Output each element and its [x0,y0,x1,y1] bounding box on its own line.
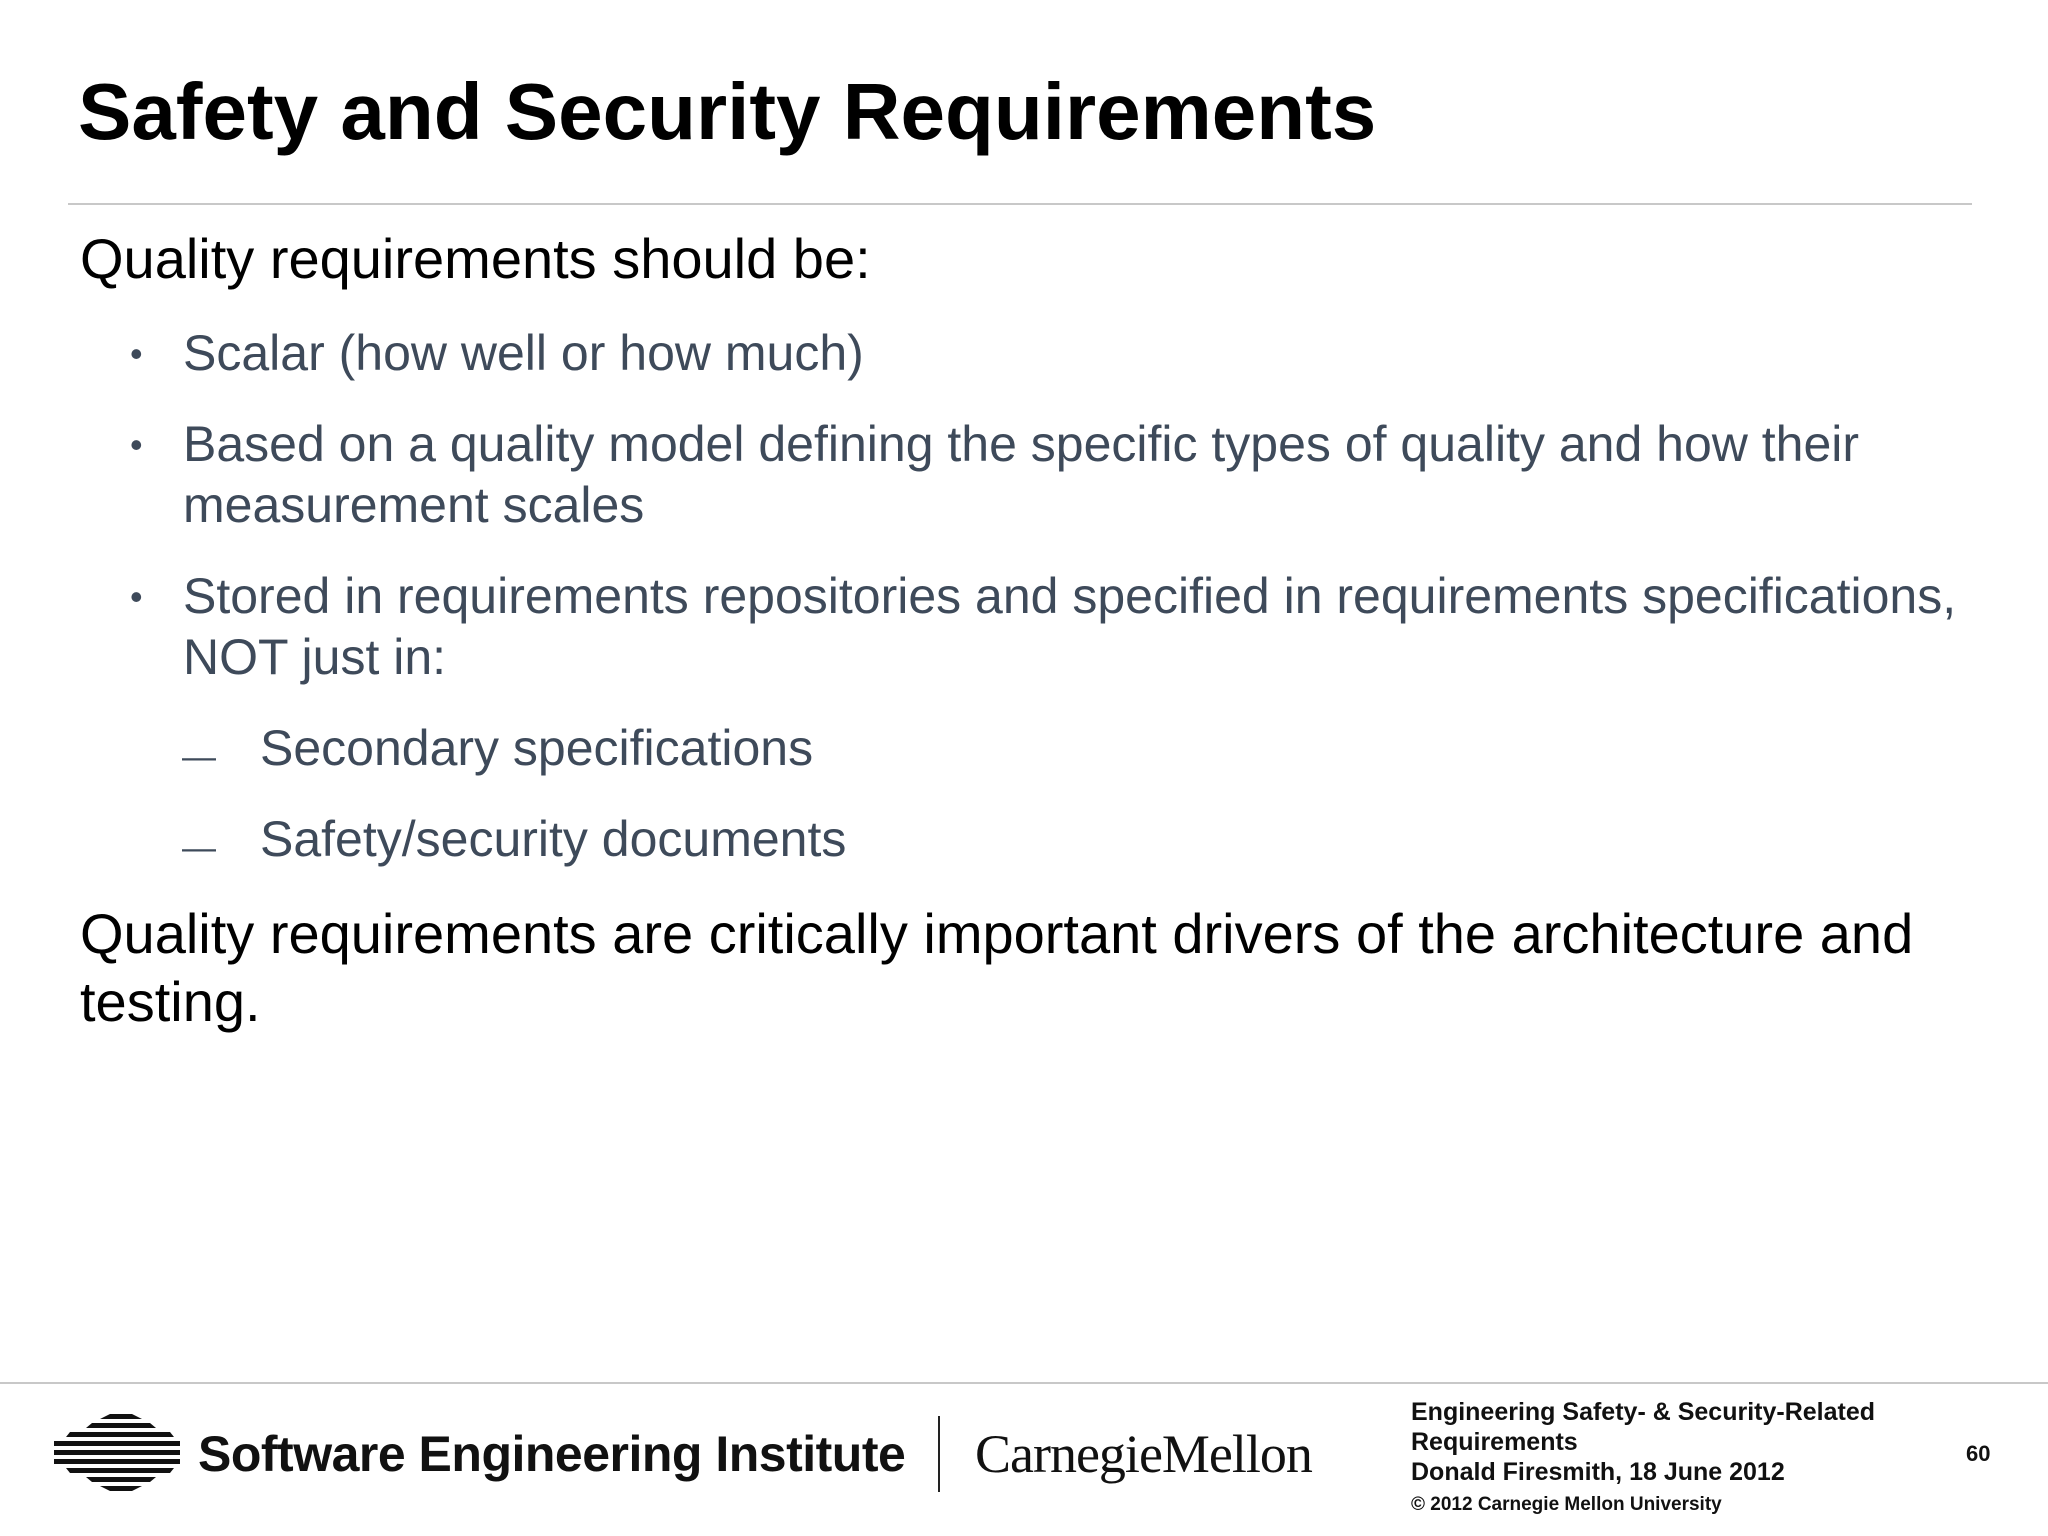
bullet-item [80,323,1980,384]
sub-bullet-text: Safety/security documents [260,811,847,867]
bullet-item [80,566,1980,688]
sei-name: Software Engineering Institute [198,1426,906,1482]
bullet-marker: • [130,333,143,374]
sub-bullet-item [80,809,1980,870]
dash-marker: — [182,829,216,867]
course-title: Engineering Safety- & Security-Related Requirements [1411,1398,1876,1456]
footer-info [1411,1397,1931,1517]
logo-separator [938,1416,940,1492]
cmu-name: CarnegieMellon [975,1424,1312,1484]
bullet-text: Based on a quality model defining the specific types of quality and how their measurement scales [183,416,1860,533]
bullet-marker: • [130,424,143,465]
bullet-marker: • [130,576,143,617]
bullet-text: Scalar (how well or how much) [183,325,864,381]
sub-bullet-item [80,718,1980,779]
sub-bullet-text: Secondary specifications [260,720,814,776]
bullet-item [80,414,1980,536]
closing-text: Quality requirements are critically important drivers of the architecture and testing. [80,902,1914,1033]
sub-bullet-list [80,718,1980,870]
copyright: © 2012 Carnegie Mellon University [1411,1494,1722,1515]
bullet-text: Stored in requirements repositories and specified in requirements specifications, NOT just in: [183,568,1957,685]
slide-title: Safety and Security Requirements [78,67,1377,156]
title-divider [68,203,1972,205]
bullet-list [80,323,1980,688]
dash-marker: — [182,738,216,776]
page-number: 60 [1966,1441,1991,1466]
author-date: Donald Firesmith, 18 June 2012 [1411,1458,1785,1486]
sei-logo-icon [52,1412,182,1492]
lead-text: Quality requirements should be: [80,227,871,290]
footer-divider [0,1382,2048,1384]
slide-body [80,225,1980,1036]
